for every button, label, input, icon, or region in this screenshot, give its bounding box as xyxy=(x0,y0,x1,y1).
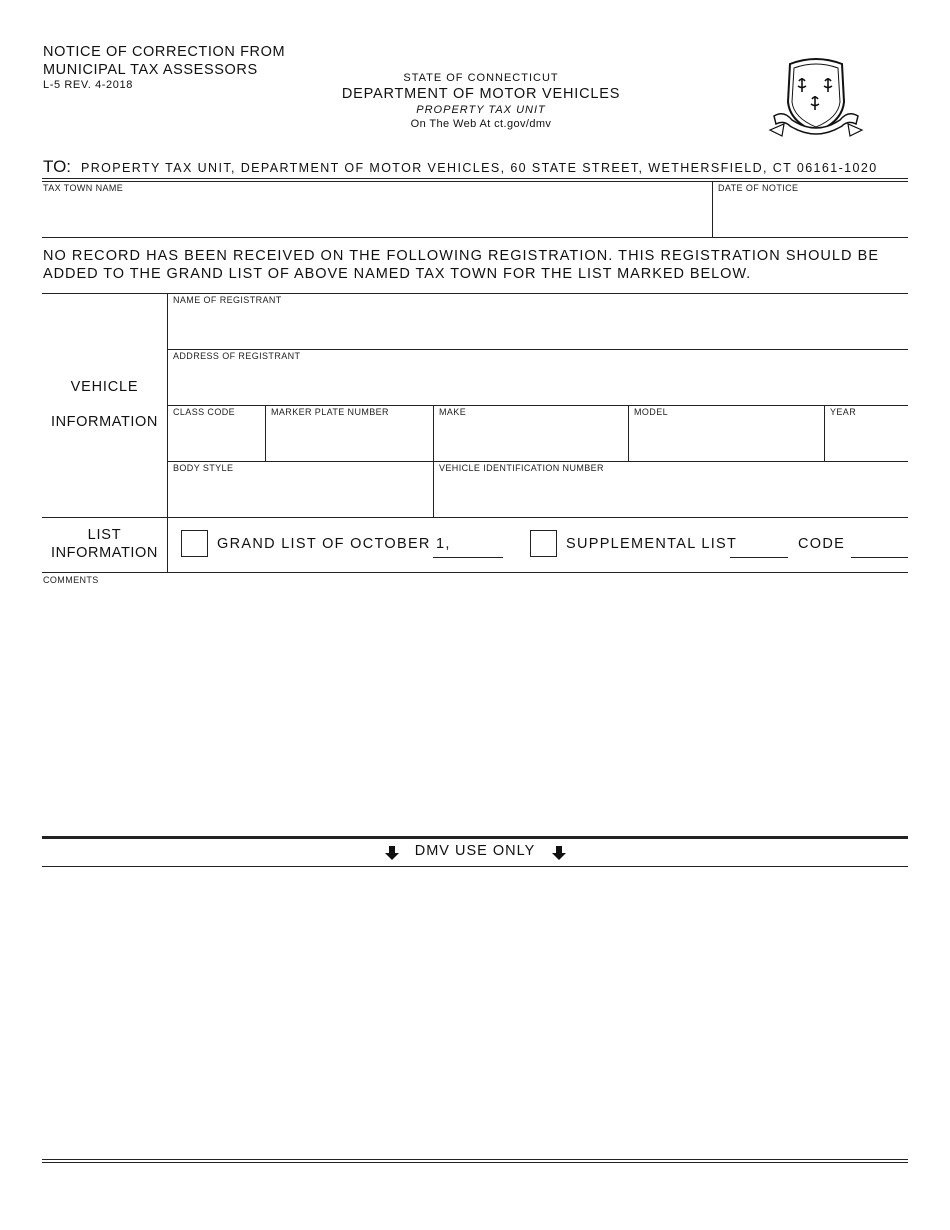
form-number: L-5 REV. 4-2018 xyxy=(43,79,133,91)
department-name: DEPARTMENT OF MOTOR VEHICLES xyxy=(341,86,621,102)
state-name: STATE OF CONNECTICUT xyxy=(403,72,559,84)
dmv-use-only-label: DMV USE ONLY xyxy=(414,843,536,859)
notice-line-1: NO RECORD HAS BEEN RECEIVED ON THE FOLLOWING REGISTRATION. THIS REGISTRATION SHOULD BE xyxy=(43,248,880,264)
vin-field[interactable] xyxy=(434,474,908,516)
vin-label: VEHICLE IDENTIFICATION NUMBER xyxy=(439,463,604,473)
to-label: TO: xyxy=(43,157,72,176)
form-title-line2: MUNICIPAL TAX ASSESSORS xyxy=(43,62,258,78)
form-title-line1: NOTICE OF CORRECTION FROM xyxy=(43,44,286,60)
class-code-field[interactable] xyxy=(168,418,264,460)
list-section-label-2: INFORMATION xyxy=(50,545,159,561)
make-field[interactable] xyxy=(434,418,627,460)
supplemental-list-field[interactable] xyxy=(730,557,788,558)
address-of-registrant-field[interactable] xyxy=(168,362,908,404)
unit-name: PROPERTY TAX UNIT xyxy=(416,104,546,116)
date-of-notice-label: DATE OF NOTICE xyxy=(718,183,799,193)
year-label: YEAR xyxy=(830,407,857,417)
tax-town-field[interactable] xyxy=(42,194,710,236)
vehicle-section-label-1: VEHICLE xyxy=(70,379,139,395)
body-style-field[interactable] xyxy=(168,474,432,516)
marker-plate-number-field[interactable] xyxy=(266,418,432,460)
notice-line-2: ADDED TO THE GRAND LIST OF ABOVE NAMED TAX TOWN FOR THE LIST MARKED BELOW. xyxy=(43,266,752,282)
grand-list-label: GRAND LIST OF OCTOBER 1, xyxy=(217,536,451,552)
model-field[interactable] xyxy=(629,418,823,460)
vehicle-section-label-2: INFORMATION xyxy=(50,414,159,430)
dmv-use-area xyxy=(42,868,908,1156)
code-label: CODE xyxy=(798,536,846,552)
list-section-label-1: LIST xyxy=(87,527,122,543)
year-field[interactable] xyxy=(825,418,908,460)
body-style-label: BODY STYLE xyxy=(173,463,234,473)
down-arrow-icon xyxy=(384,845,400,861)
supplemental-list-label: SUPPLEMENTAL LIST xyxy=(566,536,738,552)
code-field[interactable] xyxy=(851,557,908,558)
class-code-label: CLASS CODE xyxy=(173,407,236,417)
marker-plate-number-label: MARKER PLATE NUMBER xyxy=(271,407,389,417)
comments-field[interactable] xyxy=(42,588,908,832)
tax-town-label: TAX TOWN NAME xyxy=(43,183,124,193)
make-label: MAKE xyxy=(439,407,467,417)
name-of-registrant-field[interactable] xyxy=(168,306,908,348)
date-of-notice-field[interactable] xyxy=(714,194,908,236)
name-of-registrant-label: NAME OF REGISTRANT xyxy=(173,295,282,305)
address-of-registrant-label: ADDRESS OF REGISTRANT xyxy=(173,351,301,361)
to-address: PROPERTY TAX UNIT, DEPARTMENT OF MOTOR VEHICLES, 60 STATE STREET, WETHERSFIELD, CT 06161-1020 xyxy=(81,161,878,175)
model-label: MODEL xyxy=(634,407,669,417)
state-seal-icon xyxy=(768,56,864,142)
down-arrow-icon xyxy=(551,845,567,861)
supplemental-list-checkbox[interactable] xyxy=(530,530,557,557)
grand-list-year-field[interactable] xyxy=(433,557,503,558)
web-address: On The Web At ct.gov/dmv xyxy=(410,118,552,130)
grand-list-checkbox[interactable] xyxy=(181,530,208,557)
comments-label: COMMENTS xyxy=(43,575,99,585)
